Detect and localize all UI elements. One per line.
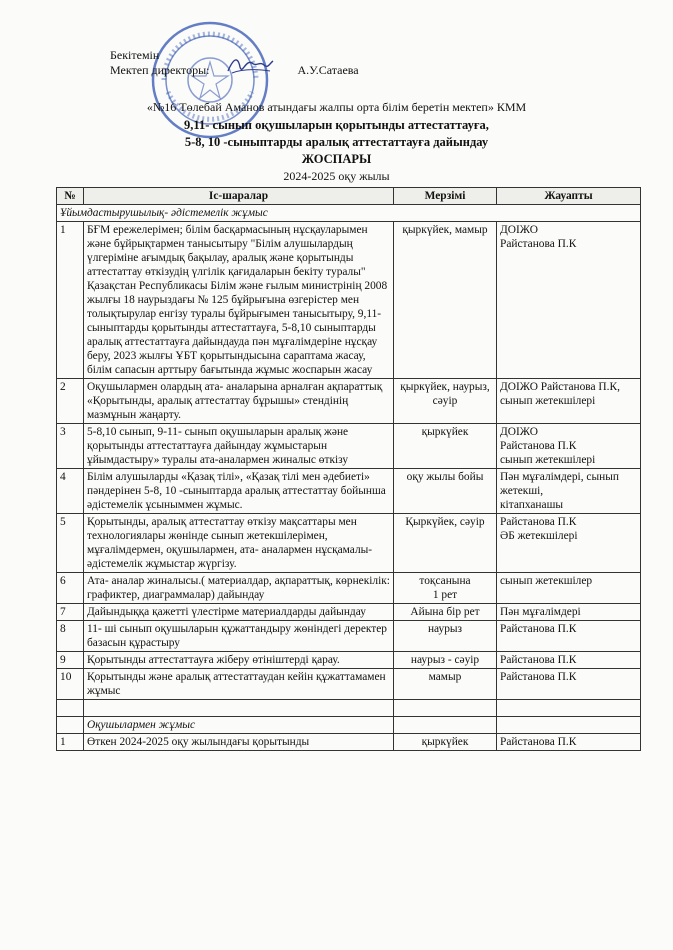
header-activity: Іс-шаралар	[84, 188, 394, 205]
plan-table	[56, 187, 641, 751]
table-row	[57, 573, 641, 604]
row-responsible: Райстанова П.К	[497, 621, 641, 652]
row-activity: Дайындыққа қажетті үлестірме материалдарды дайындау	[84, 604, 394, 621]
row-activity: 5-8,10 сынып, 9-11- сынып оқушыларын аралық және қорытынды аттестаттауға дайындау жұмыстарын ұйымдастыру» туралы ата-аналармен жиналыс өткізу	[84, 424, 394, 469]
row-responsible: Райстанова П.К	[497, 652, 641, 669]
row-responsible: Райстанова П.К	[497, 734, 641, 751]
row-number: 3	[57, 424, 84, 469]
table-row	[57, 424, 641, 469]
row-responsible: Пән мұғалімдері, сынып жетекші, кітапханашы	[497, 469, 641, 514]
row-activity: Білім алушыларды «Қазақ тілі», «Қазақ тілі мен әдебиеті» пәндерінен 5-8, 10 -сыныптарда аралық аттестаттау бойынша әдістемелік ұсыныммен жұмыс.	[84, 469, 394, 514]
section-row	[57, 717, 641, 734]
row-number: 9	[57, 652, 84, 669]
plan-title-line-3: ЖОСПАРЫ	[301, 152, 372, 166]
row-number: 1	[57, 734, 84, 751]
header-number: №	[57, 188, 84, 205]
plan-title-line-1: 9,11- сынып оқушыларын қорытынды аттестаттауға,	[184, 118, 489, 132]
table-row	[57, 222, 641, 379]
row-responsible: Пән мұғалімдері	[497, 604, 641, 621]
row-activity: Қорытынды аттестаттауға жіберу өтініштерді қарау.	[84, 652, 394, 669]
row-number: 2	[57, 379, 84, 424]
organization-name: «№16 Төлебай Аманов атындағы жалпы орта білім беретін мектеп» КММ	[146, 100, 527, 114]
section-title: Ұйымдастырушылық- әдістемелік жұмыс	[57, 205, 641, 222]
header-responsible: Жауапты	[497, 188, 641, 205]
row-activity: БҒМ ережелерімен; білім басқармасының нұсқауларымен және бұйрықтармен танысытыру "Білім алушылардың үлгеріміне ағымдық бақылау, аралық және қорытынды аттестаттау өткізудің үлгілік қағидаларын бекіту туралы" Қазақстан Республикасы Білім және ғылым министрінің 2008 жылғы 18 наурыздағы № 125 бұйрығына өзгерістер мен толықтырулар енгізу туралы бұйрығымен танысытыру, 9,11-сыныптарды қорытынды аттестаттауға, 5-8,10 сыныптарды аралық аттестаттауға дайындауда пән мұғалімдеріне нұсқау беру, 2023 жылғы ҰБТ қорытындысына сараптама жасау, білім сапасын арттыру бағытында жұмыс жоспарын жасау	[84, 222, 394, 379]
table-row	[57, 604, 641, 621]
row-activity: Ата- аналар жиналысы.( материалдар, ақпараттық, көрнекілік: графиктер, диаграммалар) дайындау	[84, 573, 394, 604]
row-number: 8	[57, 621, 84, 652]
row-number: 4	[57, 469, 84, 514]
table-header-row	[57, 188, 641, 205]
table-row	[57, 379, 641, 424]
row-term: оқу жылы бойы	[394, 469, 497, 514]
blank-row	[57, 700, 641, 717]
section-title: Оқушылармен жұмыс	[84, 717, 394, 734]
table-row	[57, 734, 641, 751]
row-number: 6	[57, 573, 84, 604]
row-responsible: ДОІЖО Райстанова П.К сынып жетекшілері	[497, 424, 641, 469]
row-term: наурыз - сәуір	[394, 652, 497, 669]
row-responsible: Райстанова П.К	[497, 669, 641, 700]
row-term: наурыз	[394, 621, 497, 652]
plan-title-line-2: 5-8, 10 -сыныптарды аралық аттестаттауға дайындау	[184, 135, 489, 149]
row-number: 10	[57, 669, 84, 700]
row-number: 5	[57, 514, 84, 573]
director-title: Мектеп директоры:	[110, 63, 210, 77]
row-number: 7	[57, 604, 84, 621]
header-term: Мерзімі	[394, 188, 497, 205]
signature-icon	[226, 55, 274, 77]
row-term: Айына бір рет	[394, 604, 497, 621]
table-row	[57, 652, 641, 669]
row-responsible: ДОІЖО Райстанова П.К, сынып жетекшілері	[497, 379, 641, 424]
table-row	[57, 669, 641, 700]
row-activity: Қорытынды және аралық аттестаттаудан кейін құжаттамамен жұмыс	[84, 669, 394, 700]
table-row	[57, 469, 641, 514]
row-term: тоқсанына 1 рет	[394, 573, 497, 604]
row-term: қыркүйек, наурыз, сәуір	[394, 379, 497, 424]
row-activity: 11- ші сынып оқушыларын құжаттандыру жөніндегі деректер базасын құрастыру	[84, 621, 394, 652]
table-row	[57, 621, 641, 652]
table-row	[57, 514, 641, 573]
row-term: қыркүйек	[394, 734, 497, 751]
row-number: 1	[57, 222, 84, 379]
row-responsible: сынып жетекшілер	[497, 573, 641, 604]
row-term: қыркүйек	[394, 424, 497, 469]
row-activity: Өткен 2024-2025 оқу жылындағы қорытынды	[84, 734, 394, 751]
director-name: А.У.Сатаева	[297, 63, 359, 77]
school-year: 2024-2025 оқу жылы	[283, 169, 390, 183]
row-term: Қыркүйек, сәуір	[394, 514, 497, 573]
row-activity: Қорытынды, аралық аттестаттау өткізу мақсаттары мен технологиялары жөнінде сынып жетекшілерімен, мұғалімдермен, оқушылармен, ата- аналармен нұсқамалы- әдістемелік жұмыстар жүргізу.	[84, 514, 394, 573]
row-responsible: ДОІЖО Райстанова П.К	[497, 222, 641, 379]
approval-heading: Бекітемін	[110, 48, 160, 62]
row-responsible: Райстанова П.К ӘБ жетекшілері	[497, 514, 641, 573]
section-row	[57, 205, 641, 222]
row-term: мамыр	[394, 669, 497, 700]
row-term: қыркүйек, мамыр	[394, 222, 497, 379]
row-activity: Оқушылармен олардың ата- аналарына арналған ақпараттық «Қорытынды, аралық аттестаттау бұрышы» стендінің мазмұнын жаңарту.	[84, 379, 394, 424]
